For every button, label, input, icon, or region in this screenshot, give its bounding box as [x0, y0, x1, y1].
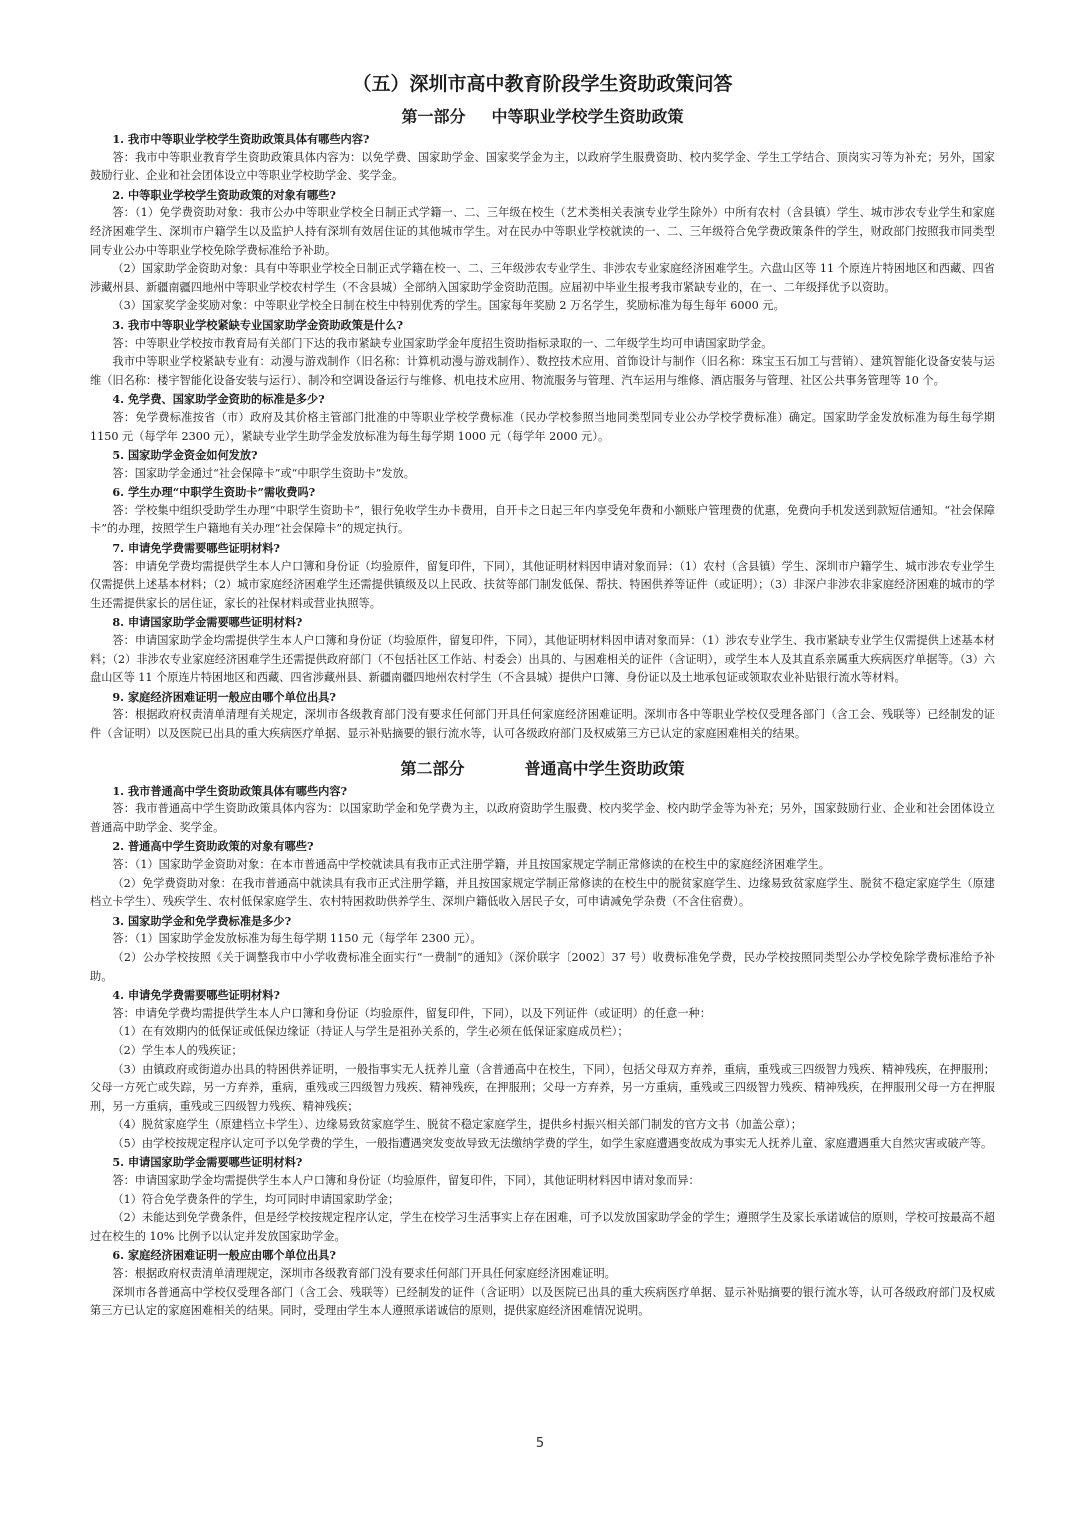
part-two-section — [90, 782, 995, 1321]
answer-paragraph: （2）免学费资助对象：在我市普通高中就读具有我市正式注册学籍，并且按国家规定学制正常修读的在校生中的脱贫家庭学生、边缘易致贫家庭学生、脱贫不稳定家庭学生（原建档立卡学生）、残疾学生、农村低保家庭学生、农村特困救助供养学生、深圳户籍低收入居民子女，可申请减免学杂费（不含住宿费）。 — [90, 876, 995, 909]
answer-paragraph: 答：根据政府权责清单清理有关规定，深圳市各级教育部门没有要求任何部门开具任何家庭经济困难证明。深圳市各中等职业学校仅受理各部门（含工会、残联等）已经制发的证件（含证明）以及医院已出具的重大疾病医疗单据、显示补贴摘要的银行流水等，认可各级政府部门及权威第三方已认定的家庭困难相关的结果。 — [90, 708, 995, 740]
answer-paragraph: 答：（1）免学费资助对象：我市公办中等职业学校全日制正式学籍一、二、三年级在校生（艺术类相关表演专业学生除外）中所有农村（含县镇）学生、城市涉农专业学生和家庭经济困难学生、深圳市户籍学生以及监护人持有深圳有效居住证的其他城市学生。对在民办中等职业学校就读的一、二、三年级符合免学费政策条件的学生，财政部门按照我市同类型同专业公办中等职业学校免除学费标准给予补助。 — [90, 206, 995, 257]
part-one-name: 中等职业学校学生资助政策 — [491, 107, 684, 126]
answer-paragraph: 答：学校集中组织受助学生办理“中职学生资助卡”，银行免收学生办卡费用，自开卡之日起三年内享受免年费和小额账户管理费的优惠，免费向手机发送到款短信通知。“社会保障卡”的办理，按照学生户籍地有关办理“社会保障卡”的规定执行。 — [90, 503, 995, 536]
document-body — [90, 68, 995, 1321]
part-one-label: 第一部分 — [401, 107, 466, 126]
answer-paragraph: 答：国家助学金通过“社会保障卡”或“中职学生资助卡”发放。 — [112, 466, 415, 480]
answer-paragraph: 答：根据政府权责清单清理规定，深圳市各级教育部门没有要求任何部门开具任何家庭经济困难证明。 — [112, 1267, 616, 1281]
answer-paragraph: （2）学生本人的残疾证； — [112, 1043, 243, 1057]
answer-paragraph: 深圳市各普通高中学校仅受理各部门（含工会、残联等）已经制发的证件（含证明）以及医院已出具的重大疾病医疗单据、显示补贴摘要的银行流水等，认可各级政府部门及权威第三方已认定的家庭困难相关的结果。同时，受理由学生本人遵照承诺诚信的原则，提供家庭经济困难情况说明。 — [90, 1285, 995, 1318]
answer-paragraph: 答：免学费标准按省（市）政府及其价格主管部门批准的中等职业学校学费标准（民办学校参照当地同类型同专业公办学校学费标准）确定。国家助学金发放标准为每生每学期 1150 元（每学年 2300 元），紧缺专业学生助学金发放标准为每生每学期 1000 元（每学年 2000 元）。 — [90, 410, 995, 443]
question-heading: 4. 申请免学费需要哪些证明材料? — [112, 988, 280, 1003]
page-number: 5 — [535, 1436, 545, 1451]
answer-paragraph: （2）国家助学金资助对象：具有中等职业学校全日制正式学籍在校一、二、三年级涉农专业学生、非涉农专业家庭经济困难学生。六盘山区等 11 个原连片特困地区和西藏、四省涉藏州县、新疆南疆四地州中等职业学校农村学生（不含县城）全部纳入国家助学金资助范围。应届初中毕业生报考我市紧缺专业的，在一、二年级择优予以资助。 — [90, 262, 995, 294]
answer-paragraph: 答：申请国家助学金均需提供学生本人户口簿和身份证（均验原件，留复印件，下同），其他证明材料因申请对象而异： — [112, 1174, 700, 1188]
question-heading: 6. 学生办理“中职学生资助卡”需收费吗? — [112, 485, 316, 500]
answer-paragraph: （2）公办学校按照《关于调整我市中小学收费标准全面实行“一费制”的通知》（深价联字〔2002〕37 号）收费标准免学费，民办学校按照同类型公办学校免除学费标准给予补助。 — [90, 950, 995, 983]
answer-paragraph: 答：申请免学费均需提供学生本人户口簿和身份证（均验原件，留复印件，下同），其他证明材料因申请对象而异：（1）农村（含县镇）学生、深圳市户籍学生、城市涉农专业学生仅需提供上述基本材料；（2）城市家庭经济困难学生还需提供镇级及以上民政、扶贫等部门制发低保、帮扶、特困供养等证件（或证明）；（3）非深户非涉农非家庭经济困难的城市的学生还需提供家长的居住证，家长的社保材料或营业执照等。 — [90, 559, 995, 610]
answer-paragraph: 答：我市普通高中学生资助政策具体内容为：以国家助学金和免学费为主，以政府资助学生服费、校内奖学金、校内助学金等为补充；另外，国家鼓励行业、企业和社会团体设立普通高中助学金、奖学金。 — [90, 802, 995, 834]
question-heading: 4. 免学费、国家助学金资助的标准是多少? — [112, 392, 325, 407]
answer-paragraph: 答：申请免学费均需提供学生本人户口簿和身份证（均验原件，留复印件，下同），以及下列证件（或证明）的任意一种： — [112, 1006, 711, 1020]
question-heading: 3. 我市中等职业学校紧缺专业国家助学金资助政策是什么? — [112, 317, 404, 332]
answer-paragraph: （4）脱贫家庭学生（原建档立卡学生）、边缘易致贫家庭学生、脱贫不稳定家庭学生，提供乡村振兴相关部门制发的官方文书（加盖公章）； — [112, 1118, 802, 1132]
question-heading: 6. 家庭经济困难证明一般应由哪个单位出具? — [112, 1248, 336, 1263]
question-heading: 9. 家庭经济困难证明一般应由哪个单位出具? — [112, 689, 336, 704]
document-title: （五）深圳市高中教育阶段学生资助政策问答 — [352, 73, 733, 95]
answer-paragraph: （3）由镇政府或街道办出具的特困供养证明，一般指事实无人抚养儿童（含普通高中在校生，下同），包括父母双方弃养，重病，重残或三四级智力残疾、精神残疾，在押服刑；父母一方死亡或失踪，另一方弃养，重病，重残或三四级智力残疾、精神残疾，在押服刑；父母一方弃养，另一方重病，重残或三四级智力残疾、精神残疾，在押服刑父母一方在押服刑，另一方重病，重残或三四级智力残疾、精神残疾； — [90, 1062, 995, 1113]
answer-paragraph: 答：中等职业学校按市教育局有关部门下达的我市紧缺专业国家助学金年度招生资助指标录取的一、二年级学生均可申请国家助学金。 — [112, 336, 773, 350]
question-heading: 2. 普通高中学生资助政策的对象有哪些? — [112, 839, 314, 854]
answer-paragraph: 答：（1）国家助学金发放标准为每生每学期 1150 元（每学年 2300 元）。 — [112, 932, 482, 946]
answer-paragraph: 我市中等职业学校紧缺专业有：动漫与游戏制作（旧名称：计算机动漫与游戏制作）、数控技术应用、首饰设计与制作（旧名称：珠宝玉石加工与营销）、建筑智能化设备安装与运维（旧名称：楼宇智能化设备安装与运行）、制冷和空调设备运行与维修、机电技术应用、物流服务与管理、汽车运用与维修、酒店服务与管理、社区公共事务管理等 10 个。 — [90, 355, 995, 387]
answer-paragraph: （2）未能达到免学费条件，但是经学校按规定程序认定，学生在校学习生活事实上存在困难，可予以发放国家助学金的学生；遵照学生及家长承诺诚信的原则，学校可按最高不超过在校生的 10% 比例予以认定并发放国家助学金。 — [90, 1211, 995, 1243]
answer-paragraph: （1）在有效期内的低保证或低保边缘证（持证人与学生是祖孙关系的，学生必须在低保证家庭成员栏）； — [112, 1025, 629, 1039]
question-heading: 7. 申请免学费需要哪些证明材料? — [112, 541, 280, 556]
part-two-label: 第二部分 — [400, 758, 465, 778]
part-two-name: 普通高中学生资助政策 — [524, 758, 685, 778]
answer-paragraph: 答：申请国家助学金均需提供学生本人户口簿和身份证（均验原件，留复印件，下同），其他证明材料因申请对象而异：（1）涉农专业学生、我市紧缺专业学生仅需提供上述基本材料；（2）非涉农专业家庭经济困难学生还需提供政府部门（不包括社区工作站、村委会）出具的、与困难相关的证件（含证明），或学生本人及其直系亲属重大疾病医疗单据等。（3）六盘山区等 11 个原连片特困地区和西藏、四省涉藏州县、新疆南疆四地州农村学生（不含县城）提供户口簿、身份证以及土地承包证或领取农业补贴银行流水等材料。 — [90, 634, 995, 685]
question-heading: 3. 国家助学金和免学费标准是多少? — [112, 913, 292, 928]
question-heading: 5. 申请国家助学金需要哪些证明材料? — [112, 1155, 303, 1170]
part-two-heading — [90, 758, 995, 780]
question-heading: 1. 我市普通高中学生资助政策具体有哪些内容? — [112, 783, 348, 798]
question-heading: 5. 国家助学金资金如何发放? — [112, 448, 258, 463]
answer-paragraph: （1）符合免学费条件的学生，均可同时申请国家助学金； — [112, 1192, 400, 1206]
answer-paragraph: （3）国家奖学金奖励对象：中等职业学校全日制在校生中特别优秀的学生。国家每年奖励 2 万名学生，奖励标准为每生每年 6000 元。 — [112, 299, 785, 313]
question-heading: 8. 申请国家助学金需要哪些证明材料? — [112, 615, 303, 630]
part-one-heading — [90, 106, 995, 128]
answer-paragraph: 答：（1）国家助学金资助对象：在本市普通高中学校就读具有我市正式注册学籍，并且按国家规定学制正常修读的在校生中的家庭经济困难学生。 — [112, 857, 830, 871]
question-heading: 2. 中等职业学校学生资助政策的对象有哪些? — [112, 187, 336, 202]
answer-paragraph: 答：我市中等职业教育学生资助政策具体内容为：以免学费、国家助学金、国家奖学金为主，以政府学生服费资助、校内奖学金、学生工学结合、顶岗实习等为补充；另外，国家鼓励行业、企业和社会团体设立中等职业学校助学金、奖学金。 — [90, 150, 995, 183]
part-one-section — [90, 130, 995, 744]
question-heading: 1. 我市中等职业学校学生资助政策具体有哪些内容? — [112, 132, 370, 146]
answer-paragraph: （5）由学校按规定程序认定可予以免学费的学生，一般指遭遇突发变故导致无法缴纳学费的学生，如学生家庭遭遇变故成为事实无人抚养儿童、家庭遭遇重大自然灾害或破产等。 — [112, 1136, 993, 1150]
